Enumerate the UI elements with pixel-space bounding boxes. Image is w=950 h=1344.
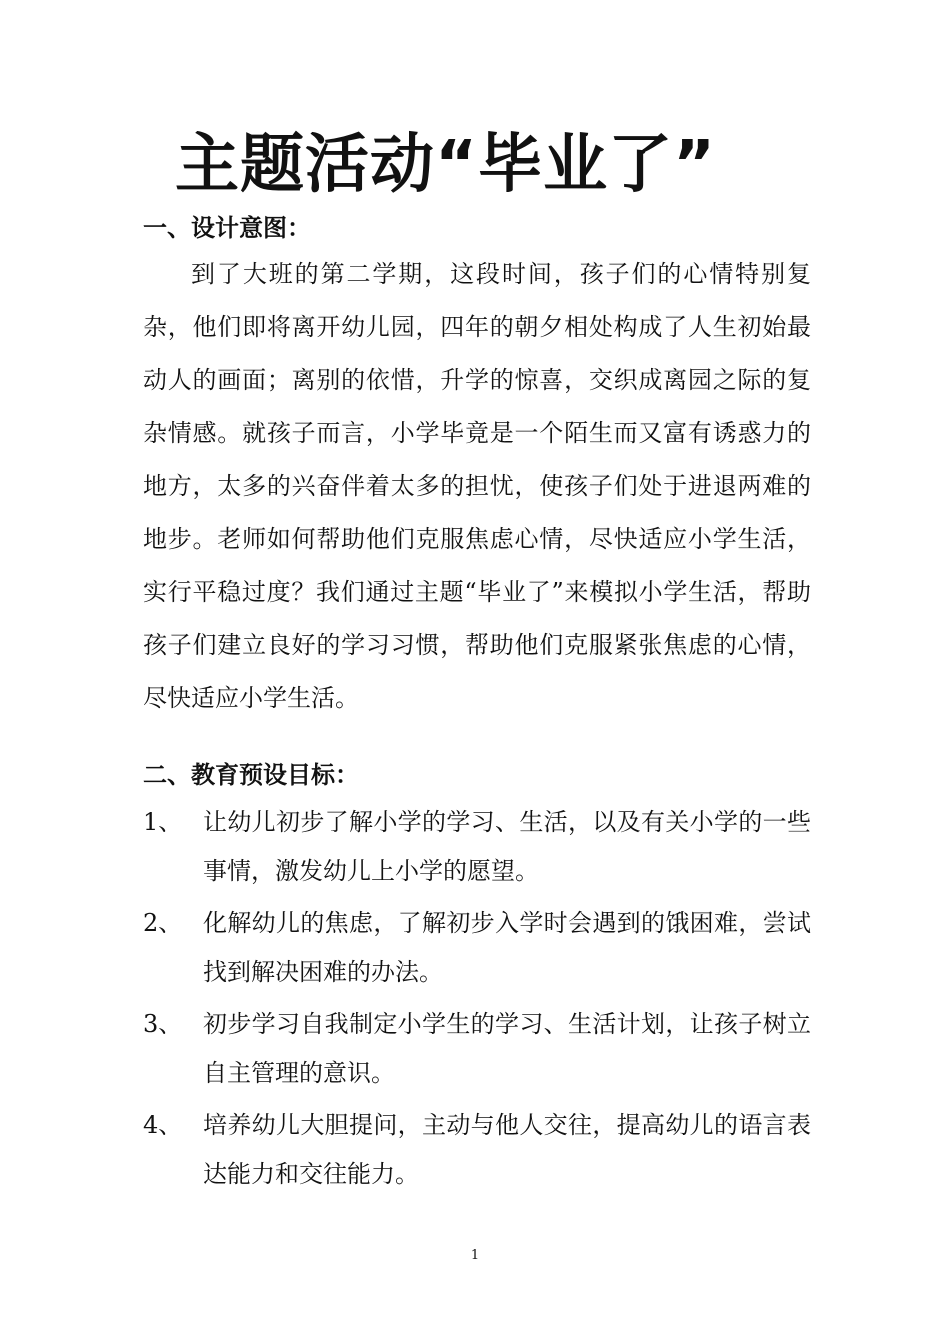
document-title: 主题活动“毕业了” bbox=[175, 128, 717, 202]
list-item-text: 让幼儿初步了解小学的学习、生活，以及有关小学的一些事情，激发幼儿上小学的愿望。 bbox=[203, 808, 811, 885]
list-item-number: 3、 bbox=[143, 1010, 183, 1038]
education-goals-list bbox=[143, 798, 811, 1202]
list-item bbox=[143, 798, 811, 896]
list-item bbox=[143, 1000, 811, 1098]
list-item-text: 化解幼儿的焦虑，了解初步入学时会遇到的饿困难，尝试找到解决困难的办法。 bbox=[203, 909, 811, 986]
page-number: 1 bbox=[470, 1248, 480, 1263]
list-item bbox=[143, 1101, 811, 1199]
list-item-text: 初步学习自我制定小学生的学习、生活计划，让孩子树立自主管理的意识。 bbox=[203, 1010, 811, 1087]
section-heading-education-goals: 二、教育预设目标： bbox=[143, 761, 359, 789]
list-item-number: 4、 bbox=[143, 1111, 183, 1139]
design-intent-paragraph: 到了大班的第二学期，这段时间，孩子们的心情特别复杂，他们即将离开幼儿园，四年的朝夕相处构成了人生初始最动人的画面；离别的依惜，升学的惊喜，交织成离园之际的复杂情感。就孩子而言，小学毕竟是一个陌生而又富有诱惑力的地方，太多的兴奋伴着太多的担忧，使孩子们处于进退两难的地步。老师如何帮助他们克服焦虑心情，尽快适应小学生活，实行平稳过度？我们通过主题“毕业了”来模拟小学生活，帮助孩子们建立良好的学习习惯，帮助他们克服紧张焦虑的心情，尽快适应小学生活。 bbox=[143, 260, 811, 712]
list-item-number: 1、 bbox=[143, 808, 183, 836]
section-heading-design-intent: 一、设计意图： bbox=[143, 214, 311, 242]
list-item-text: 培养幼儿大胆提问，主动与他人交往，提高幼儿的语言表达能力和交往能力。 bbox=[203, 1111, 811, 1188]
list-item-number: 2、 bbox=[143, 909, 183, 937]
list-item bbox=[143, 899, 811, 997]
